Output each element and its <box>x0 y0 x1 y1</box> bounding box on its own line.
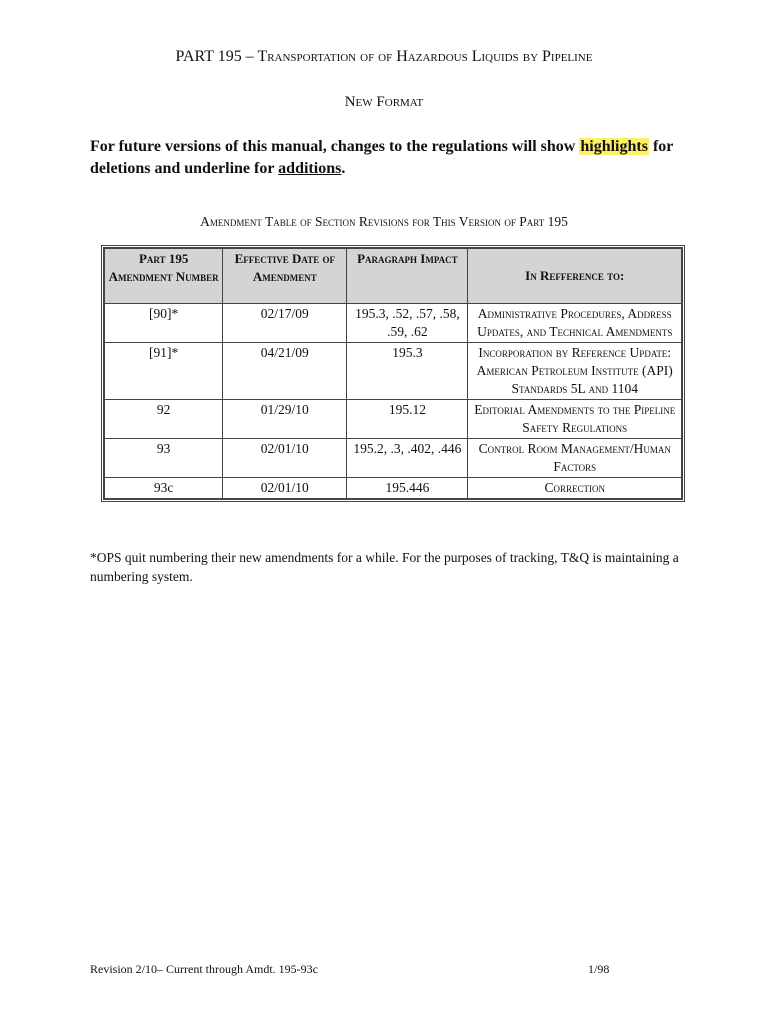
cell-paragraph: 195.12 <box>347 400 468 439</box>
header-amendment-number: Part 195 Amendment Number <box>105 249 223 304</box>
footer-revision: Revision 2/10– Current through Amdt. 195-93c <box>90 962 318 976</box>
header-paragraph-impact: Paragraph Impact <box>347 249 468 304</box>
cell-reference: Incorporation by Reference Update: American Petroleum Institute (API) Standards 5L and 1104 <box>468 343 682 400</box>
table-row <box>105 400 682 439</box>
header-effective-date: Effective Date of Amendment <box>223 249 347 304</box>
cell-paragraph: 195.446 <box>347 478 468 499</box>
amendment-table <box>104 248 682 499</box>
notice-before: For future versions of this manual, changes to the regulations will show <box>90 138 580 155</box>
table-row <box>105 343 682 400</box>
table-header-row <box>105 249 682 304</box>
cell-paragraph: 195.3, .52, .57, .58, .59, .62 <box>347 304 468 343</box>
title-part: PART 195 <box>175 48 242 65</box>
cell-reference: Control Room Management/Human Factors <box>468 439 682 478</box>
cell-paragraph: 195.3 <box>347 343 468 400</box>
cell-amendment: [90]* <box>105 304 223 343</box>
amendment-table-frame <box>101 245 685 502</box>
notice-end: . <box>341 160 346 177</box>
cell-date: 02/01/10 <box>223 439 347 478</box>
highlight-example: highlights <box>580 138 648 155</box>
footnote: *OPS quit numbering their new amendments for a while. For the purposes of tracking, T&Q is maintaining a numbering system. <box>90 550 679 584</box>
cell-paragraph: 195.2, .3, .402, .446 <box>347 439 468 478</box>
notice-middle: for deletions and underline for <box>90 138 674 177</box>
title-text: Transportation of of Hazardous Liquids by Pipeline <box>257 48 593 65</box>
header-reference: In Refference to: <box>468 249 682 304</box>
cell-reference: Editorial Amendments to the Pipeline Safety Regulations <box>468 400 682 439</box>
title-dash: – <box>241 48 258 65</box>
table-row <box>105 439 682 478</box>
footer-page-number: 1/98 <box>588 962 610 976</box>
underline-example: additions <box>278 160 342 177</box>
cell-amendment: 93c <box>105 478 223 499</box>
cell-amendment: 93 <box>105 439 223 478</box>
cell-date: 01/29/10 <box>223 400 347 439</box>
cell-amendment: 92 <box>105 400 223 439</box>
table-row <box>105 478 682 499</box>
cell-reference: Correction <box>468 478 682 499</box>
subtitle: New Format <box>344 94 424 110</box>
cell-date: 02/01/10 <box>223 478 347 499</box>
cell-date: 04/21/09 <box>223 343 347 400</box>
cell-reference: Administrative Procedures, Address Updates, and Technical Amendments <box>468 304 682 343</box>
cell-date: 02/17/09 <box>223 304 347 343</box>
page-title <box>0 48 768 66</box>
cell-amendment: [91]* <box>105 343 223 400</box>
table-row <box>105 304 682 343</box>
table-caption: Amendment Table of Section Revisions for This Version of Part 195 <box>200 214 568 229</box>
format-notice <box>90 136 690 180</box>
